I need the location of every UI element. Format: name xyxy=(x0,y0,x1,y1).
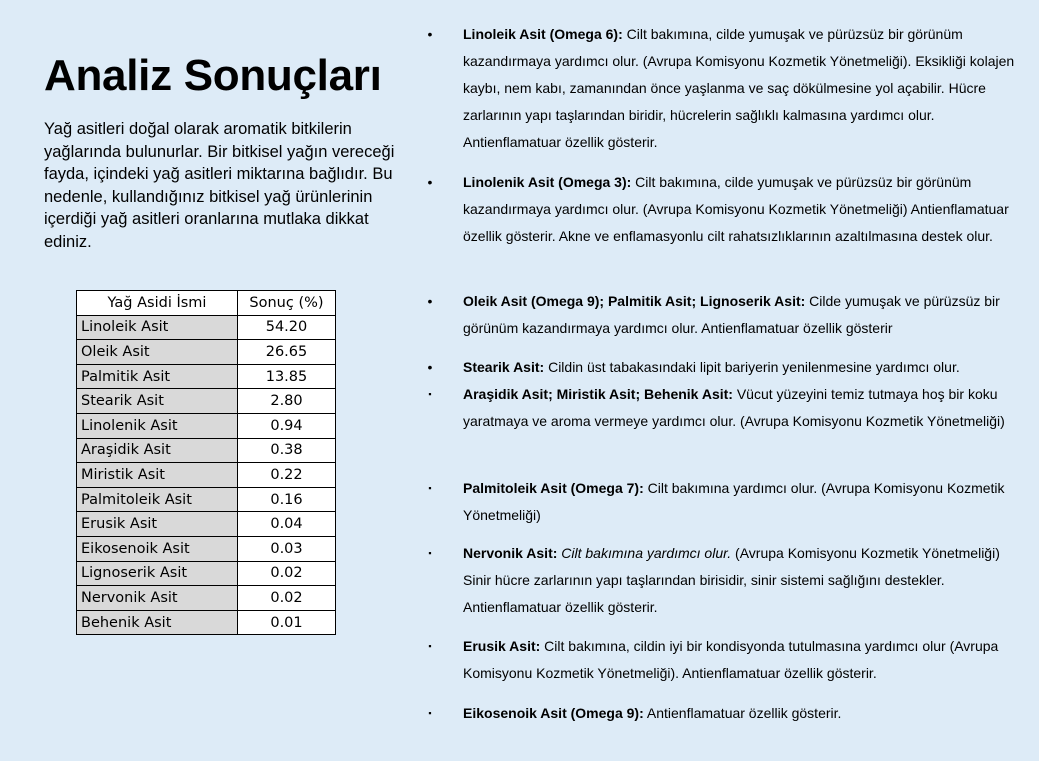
table-row xyxy=(77,536,336,561)
table-row xyxy=(77,389,336,414)
table-row xyxy=(77,315,336,340)
acid-heading: Eikosenoik Asit (Omega 9): xyxy=(463,705,644,721)
table-row xyxy=(77,438,336,463)
list-item-text xyxy=(463,288,1018,342)
acid-description: Antienflamatuar özellik gösterir. xyxy=(643,705,842,721)
acid-percentage: 0.04 xyxy=(238,512,336,537)
list-item-text xyxy=(463,354,1018,381)
table-row xyxy=(77,340,336,365)
table-row xyxy=(77,364,336,389)
acid-heading: Stearik Asit: xyxy=(463,359,545,375)
acid-heading: Erusik Asit: xyxy=(463,638,541,654)
acid-heading: Linolenik Asit (Omega 3): xyxy=(463,174,632,190)
table-row xyxy=(77,413,336,438)
bullet-dot-icon: • xyxy=(427,293,433,309)
table-row xyxy=(77,586,336,611)
table-row xyxy=(77,512,336,537)
benefits-list xyxy=(420,0,1039,761)
bullet-square-icon: ▪ xyxy=(428,641,432,651)
table-header-row xyxy=(77,291,336,316)
table-row xyxy=(77,463,336,488)
acid-name: Nervonik Asit xyxy=(77,586,238,611)
list-item-text xyxy=(463,21,1018,156)
acid-name: Araşidik Asit xyxy=(77,438,238,463)
acid-percentage: 0.01 xyxy=(238,610,336,635)
list-item xyxy=(420,21,1020,156)
list-item-text xyxy=(463,633,1018,687)
acid-description: Cilt bakımına yardımcı olur. (Avrupa Komisyonu Kozmetik Yönetmeliği) xyxy=(463,480,1005,523)
acid-description: Cilde yumuşak ve pürüzsüz bir görünüm kazandırmaya yardımcı olur. Antienflamatuar özellik gösterir xyxy=(463,293,1000,336)
acid-description: Cildin üst tabakasındaki lipit bariyerin yenilenmesine yardımcı olur. xyxy=(544,359,960,375)
acid-percentage: 0.02 xyxy=(238,586,336,611)
bullet-square-icon: ▪ xyxy=(428,389,432,399)
acid-percentage: 0.94 xyxy=(238,413,336,438)
list-item-text xyxy=(463,540,1018,621)
acid-percentage: 54.20 xyxy=(238,315,336,340)
acid-description: Cilt bakımına, cildin iyi bir kondisyonda tutulmasına yardımcı olur (Avrupa Komisyonu Kozmetik Yönetmeliği). Antienflamatuar özellik gösterir. xyxy=(463,638,999,681)
list-item-text xyxy=(463,169,1018,250)
list-item-text xyxy=(463,475,1018,529)
acid-percentage: 0.03 xyxy=(238,536,336,561)
acid-percentage: 0.22 xyxy=(238,463,336,488)
list-item-text xyxy=(463,700,1018,727)
list-item xyxy=(420,288,1020,342)
table-row xyxy=(77,561,336,586)
acid-heading: Nervonik Asit: xyxy=(463,545,558,561)
list-item xyxy=(420,633,1020,687)
acid-name: Miristik Asit xyxy=(77,463,238,488)
acid-percentage: 0.02 xyxy=(238,561,336,586)
left-panel xyxy=(0,0,405,761)
acid-name: Erusik Asit xyxy=(77,512,238,537)
list-item xyxy=(420,475,1020,529)
acid-name: Eikosenoik Asit xyxy=(77,536,238,561)
bullet-dot-icon: • xyxy=(427,26,433,42)
table-row xyxy=(77,610,336,635)
acid-heading: Araşidik Asit; Miristik Asit; Behenik Asit: xyxy=(463,386,733,402)
list-item-text xyxy=(463,381,1018,435)
acid-percentage: 0.38 xyxy=(238,438,336,463)
acid-description: Vücut yüzeyini temiz tutmaya hoş bir koku yaratmaya ve aroma vermeye yardımcı olur. (Avrupa Komisyonu Kozmetik Yönetmeliği) xyxy=(463,386,1005,429)
acid-heading: Oleik Asit (Omega 9); Palmitik Asit; Lignoserik Asit: xyxy=(463,293,806,309)
bullet-dot-icon: • xyxy=(427,359,433,375)
acid-name: Palmitoleik Asit xyxy=(77,487,238,512)
list-item xyxy=(420,169,1020,250)
acid-name: Behenik Asit xyxy=(77,610,238,635)
acid-percentage: 26.65 xyxy=(238,340,336,365)
list-item xyxy=(420,381,1020,435)
acid-name: Palmitik Asit xyxy=(77,364,238,389)
acid-percentage: 2.80 xyxy=(238,389,336,414)
acid-description: Cilt bakımına, cilde yumuşak ve pürüzsüz bir görünüm kazandırmaya yardımcı olur. (Avrupa Komisyonu Kozmetik Yönetmeliği). Eksikliği kolajen kaybı, nem kabı, zamanından önce yaşlanma ve saç dökülmesine yol açabilir. Hücre zarlarının yapı taşlarından biridir, hücrelerin sağlıklı kalmasına yardımcı olur. Antienflamatuar özellik gösterir. xyxy=(463,26,1015,150)
column-header-name: Yağ Asidi İsmi xyxy=(77,291,238,316)
acid-description: (Avrupa Komisyonu Kozmetik Yönetmeliği) Sinir hücre zarlarının yapı taşlarından birisidir, sinir sistemi sağlığını destekler. Antienflamatuar özellik gösterir. xyxy=(463,545,1000,615)
acid-description: Cilt bakımına, cilde yumuşak ve pürüzsüz bir görünüm kazandırmaya yardımcı olur. (Avrupa Komisyonu Kozmetik Yönetmeliği) Antienflamatuar özellik gösterir. Akne ve enflamasyonlu cilt rahatsızlıklarının azaltılmasına destek olur. xyxy=(463,174,1009,244)
table-row xyxy=(77,487,336,512)
list-item xyxy=(420,354,1020,381)
acid-percentage: 0.16 xyxy=(238,487,336,512)
acid-italic-note: Cilt bakımına yardımcı olur. xyxy=(557,545,732,561)
acid-heading: Palmitoleik Asit (Omega 7): xyxy=(463,480,644,496)
acid-name: Linolenik Asit xyxy=(77,413,238,438)
acid-percentage: 13.85 xyxy=(238,364,336,389)
acid-name: Stearik Asit xyxy=(77,389,238,414)
bullet-square-icon: ▪ xyxy=(428,483,432,493)
acid-name: Lignoserik Asit xyxy=(77,561,238,586)
bullet-dot-icon: • xyxy=(427,174,433,190)
acid-name: Oleik Asit xyxy=(77,340,238,365)
list-item xyxy=(420,700,1020,727)
fatty-acid-table xyxy=(76,290,336,635)
bullet-square-icon: ▪ xyxy=(428,708,432,718)
column-header-result: Sonuç (%) xyxy=(238,291,336,316)
list-item xyxy=(420,540,1020,621)
acid-name: Linoleik Asit xyxy=(77,315,238,340)
bullet-square-icon: ▪ xyxy=(428,548,432,558)
acid-heading: Linoleik Asit (Omega 6): xyxy=(463,26,623,42)
page-title: Analiz Sonuçları xyxy=(44,51,382,100)
intro-paragraph: Yağ asitleri doğal olarak aromatik bitkilerin yağlarında bulunurlar. Bir bitkisel yağın vereceği fayda, içindeki yağ asitleri miktarına bağlıdır. Bu nedenle, kullandığınız bitkisel yağ ürünlerinin içerdiği yağ asitleri oranlarına mutlaka dikkat ediniz. xyxy=(44,120,395,251)
